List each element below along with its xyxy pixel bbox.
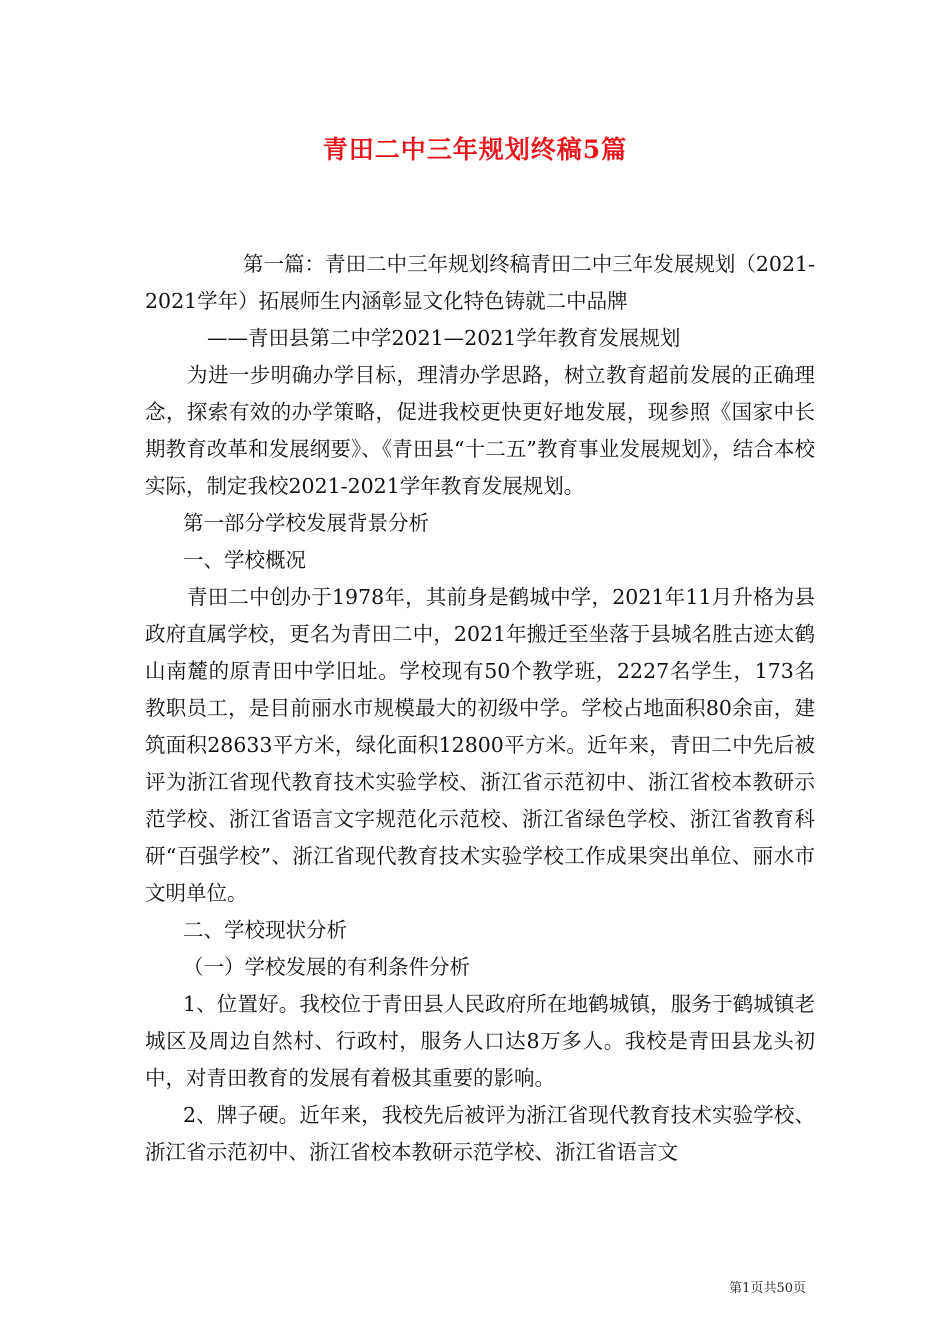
document-title: 青田二中三年规划终稿5篇 [322, 135, 628, 164]
section-heading-part-one: 第一部分学校发展背景分析 [183, 511, 429, 535]
section-heading-status: 二、学校现状分析 [183, 918, 347, 942]
subsection-heading-advantages: （一）学校发展的有利条件分析 [183, 955, 470, 979]
page-number-footer: 第1页共50页 [729, 1281, 806, 1296]
section-heading-overview: 一、学校概况 [183, 548, 306, 572]
paragraph-overview: 青田二中创办于1978年，其前身是鹤城中学，2021年11月升格为县政府直属学校，更名为青田二中，2021年搬迁至坐落于县城名胜古迹太鹤山南麓的原青田中学旧址。学校现有50个教学班，2227名学生，173名教职员工，是目前丽水市规模最大的初级中学。学校占地面积80余亩，建筑面积28633平方米，绿化面积12800平方米。近年来，青田二中先后被评为浙江省现代教育技术实验学校、浙江省示范初中、浙江省校本教研示范学校、浙江省语言文字规范化示范校、浙江省绿色学校、浙江省教育科研“百强学校”、浙江省现代教育技术实验学校工作成果突出单位、丽水市文明单位。 [145, 585, 815, 905]
paragraph-chapter-heading: 第一篇：青田二中三年规划终稿青田二中三年发展规划（2021-2021学年）拓展师生内涵彰显文化特色铸就二中品牌 [145, 252, 815, 313]
paragraph-intro: 为进一步明确办学目标，理清办学思路，树立教育超前发展的正确理念，探索有效的办学策略，促进我校更快更好地发展，现参照《国家中长期教育改革和发展纲要》、《青田县“十二五”教育事业发展规划》，结合本校实际，制定我校2021-2021学年教育发展规划。 [145, 363, 815, 498]
document-body [145, 246, 815, 1171]
paragraph-subtitle: ——青田县第二中学2021—2021学年教育发展规划 [207, 326, 681, 350]
paragraph-reputation: 2、牌子硬。近年来，我校先后被评为浙江省现代教育技术实验学校、浙江省示范初中、浙江省校本教研示范学校、浙江省语言文 [145, 1103, 815, 1164]
paragraph-location: 1、位置好。我校位于青田县人民政府所在地鹤城镇，服务于鹤城镇老城区及周边自然村、行政村，服务人口达8万多人。我校是青田县龙头初中，对青田教育的发展有着极其重要的影响。 [145, 992, 815, 1090]
